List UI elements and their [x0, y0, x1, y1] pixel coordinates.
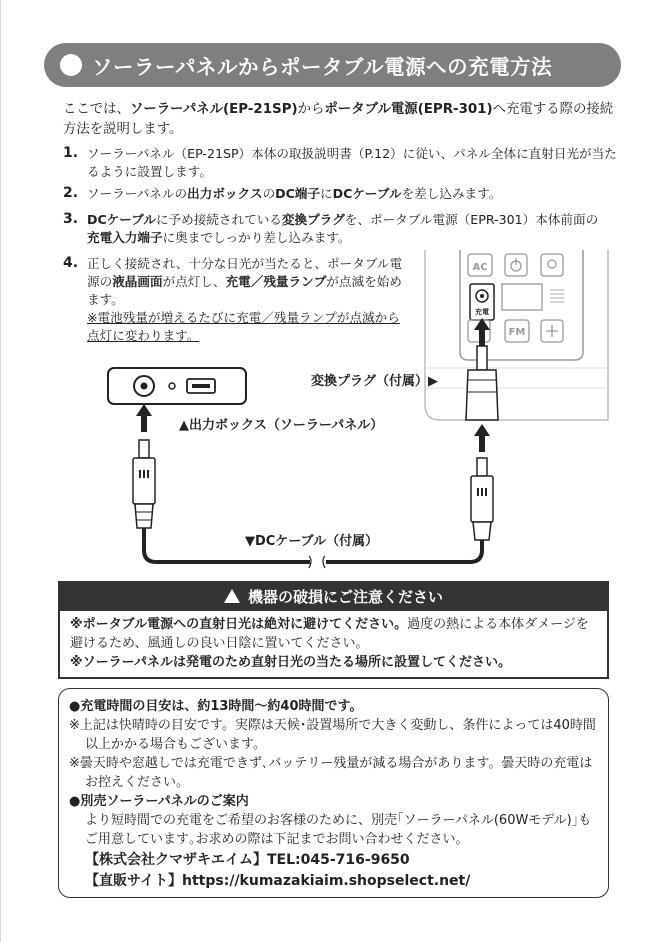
charge-label: 充電	[475, 308, 489, 316]
shop-site-url: 【直販サイト】https://kumazakiaim.shopselect.net/	[85, 873, 471, 889]
company-contact: 【株式会社クマザキエイム】TEL:045-716-9650	[85, 852, 410, 868]
step-bold: 変換プラグ	[281, 212, 345, 227]
vent-icon	[550, 290, 564, 302]
step-note: ※電池残量が増えるたびに充電／残量ランプが点滅から点灯に変わります。	[87, 310, 400, 343]
step-text: ソーラーパネル（EP-21SP）本体の取扱説明書（P.12）に従い、パネル全体に直射日光が当たるように設置します。	[87, 146, 617, 179]
step-text: を、ポータブル電源（EPR-301）本体前面の	[344, 212, 599, 227]
step-text: に予め接続されている	[155, 212, 282, 227]
step-bold: DCケーブル	[87, 212, 156, 227]
dc-cable-label: ▼DCケーブル（付属）	[245, 534, 379, 549]
step-number: 3.	[63, 211, 79, 227]
intro-part: ここでは、	[63, 102, 130, 117]
power-station-illustration	[425, 250, 608, 420]
plug-label: 変換プラグ（付属）▶	[311, 374, 438, 389]
warning-heading	[58, 581, 609, 611]
warning-text: 過度の熱による本体ダメージを避けるため、風通しの良い日陰に置いてください。	[70, 617, 589, 651]
conversion-plug-icon	[466, 346, 498, 420]
step-text: ソーラーパネルの	[87, 186, 188, 201]
warning-line-2: ※ソーラーパネルは発電のため直射日光の当たる場所に設置してください。	[70, 655, 511, 670]
step-text: の	[262, 186, 276, 201]
intro-power-station: ポータブル電源(EPR-301)	[324, 102, 493, 117]
intro-part: から	[297, 102, 325, 117]
step-text: に奥までしっかり差し込みます。	[162, 230, 351, 245]
step-text: に	[320, 186, 333, 201]
solar-panel-info-heading: ●別売ソーラーパネルのご案内	[69, 794, 249, 809]
step-bold: 出力ボックス	[187, 186, 263, 201]
page-title: ソーラーパネルからポータブル電源への充電方法	[92, 55, 553, 79]
arrow-up-icon	[474, 424, 490, 452]
dc-connector-left-icon	[133, 440, 155, 528]
step-text: を差し込みます。	[401, 186, 502, 201]
step-bold: 液晶画面	[112, 274, 163, 289]
step-number: 4.	[63, 255, 79, 271]
charge-time-heading: ●充電時間の目安は、約13時間〜約40時間です。	[69, 699, 363, 714]
output-box-icon	[108, 368, 246, 404]
fm-label: FM	[508, 327, 526, 338]
charge-time-note-2: ※曇天時や窓越しでは充電できず､バッテリー残量が減る場合があります。曇天時の充電はお控えください。	[69, 756, 593, 790]
light-button-icon	[541, 254, 563, 276]
info-box	[58, 688, 609, 898]
warning-line-1	[70, 615, 599, 653]
step-bold: 充電／残量ランプ	[225, 274, 327, 289]
warning-title: 機器の破損にご注意ください	[247, 587, 443, 606]
intro-part: へ充電する際の接続方法を説明します。	[63, 102, 614, 137]
lcd-screen-icon	[502, 284, 542, 310]
warning-icon	[224, 589, 240, 603]
solar-panel-info-text: より短時間での充電をご希望のお客様のために、別売｢ソーラーパネル(60Wモデル)｣もご用意しています｡お求めの際は下記までお問い合わせください。	[85, 813, 592, 847]
step-number: 2.	[63, 185, 79, 201]
step-bold: DC端子	[275, 186, 321, 201]
step-bold: DCケーブル	[332, 186, 402, 201]
step-text: が点滅を始めます。	[87, 274, 402, 307]
output-box-label: ▲出力ボックス（ソーラーパネル）	[179, 418, 384, 433]
step-text: が点灯し、	[162, 274, 226, 289]
warning-box	[58, 581, 609, 679]
step-bold: 充電入力端子	[87, 230, 163, 245]
warning-body	[58, 611, 609, 679]
charge-time-note-1: ※上記は快晴時の目安です。実際は天候･設置場所で大きく変動し、条件によっては40時間以上かかる場合もございます。	[69, 718, 596, 752]
intro-solar-panel: ソーラーパネル(EP-21SP)	[129, 102, 298, 117]
arrow-up-icon	[136, 404, 152, 432]
warning-bold: ※ポータブル電源への直射日光は絶対に避けてください。	[70, 617, 408, 632]
step-text: 正しく接続され、十分な日光が当たると、ポータブル電源の	[87, 256, 403, 289]
dc-connector-right-icon	[471, 458, 493, 540]
step-number: 1.	[63, 145, 79, 161]
ac-label: AC	[472, 262, 488, 273]
